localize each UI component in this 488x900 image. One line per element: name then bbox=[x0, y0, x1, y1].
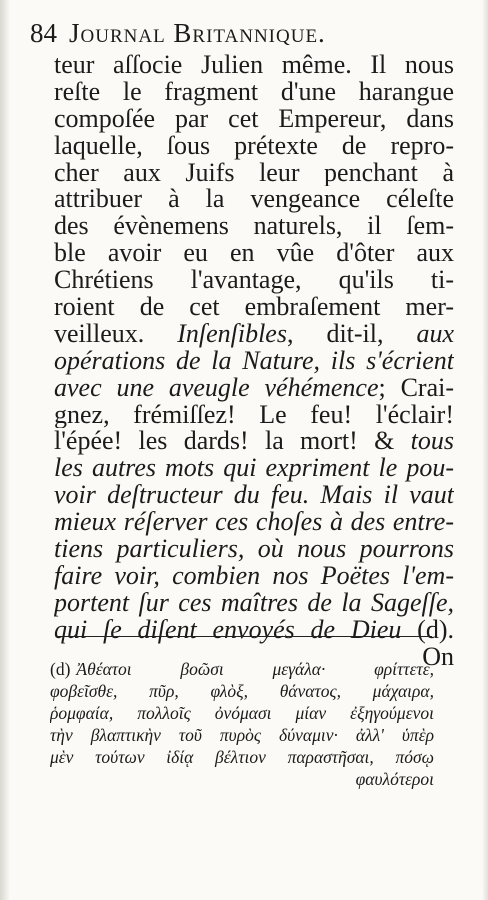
text-line-italic bbox=[54, 617, 454, 644]
text-line: gnez, frémiſſez! Le feu! l'éclair! bbox=[54, 401, 454, 429]
text-line-italic: tiens particuliers, où nous pourrons bbox=[54, 536, 454, 563]
text-line-mixed bbox=[54, 321, 454, 348]
body-text bbox=[54, 52, 454, 670]
text-line: laquelle, ſous prétexte de repro- bbox=[54, 132, 454, 160]
text-roman: , dit-il, bbox=[286, 320, 417, 348]
footnote-reference: (d). bbox=[417, 616, 454, 644]
text-italic: tous bbox=[410, 428, 454, 456]
page-number: 84 bbox=[30, 18, 57, 48]
text-roman: veilleux. bbox=[54, 320, 178, 348]
text-line-italic: les autres mots qui expriment le pou- bbox=[54, 455, 454, 483]
text-line-italic: voir deſtructeur du feu. Mais il vaut bbox=[54, 482, 454, 510]
text-roman: l'épée! les dards! la mort! & bbox=[54, 428, 411, 456]
text-line-italic: mieux réſerver ces choſes à des entre- bbox=[54, 509, 454, 537]
text-line: cher aux Juifs leur penchant à bbox=[54, 159, 454, 187]
text-line-italic: opérations de la Nature, ils s'écrient bbox=[54, 347, 454, 375]
journal-title: Journal Britannique. bbox=[69, 18, 326, 48]
footnote-text: Ἀθέατοι βοῶσι μεγάλα· φρίττετε, bbox=[76, 659, 434, 679]
text-line: roient de cet embraſement mer- bbox=[54, 294, 454, 321]
catchword: On bbox=[422, 643, 454, 671]
text-line: ble avoir eu en vûe d'ôter aux bbox=[54, 240, 454, 268]
text-line: des évènemens naturels, il ſem- bbox=[54, 213, 454, 241]
text-line-italic: faire voir, combien nos Poëtes l'em- bbox=[54, 562, 454, 590]
footnote-line: μὲν τούτων ἰδίᾳ βέλτιον παραστῆσαι, πόσῳ bbox=[50, 747, 434, 767]
running-head bbox=[30, 18, 460, 48]
text-line: compoſée par cet Empereur, dans bbox=[54, 105, 454, 133]
footnote-line: φοβεῖσθε, πῦρ, φλὸξ, θάνατος, μάχαιρα, bbox=[50, 681, 434, 701]
footnote-rule bbox=[58, 636, 432, 637]
footnote-marker: (d) bbox=[50, 659, 71, 679]
footnote bbox=[50, 658, 434, 790]
footnote-line: ῥομφαία, πολλοῖς ὀνόμασι μίαν ἐξηγούμενοι bbox=[50, 703, 434, 723]
text-line: teur aſſocie Julien même. Il nous bbox=[54, 52, 454, 79]
text-italic: avec une aveugle véhémence bbox=[54, 374, 379, 402]
text-italic: aux bbox=[416, 320, 454, 348]
text-line: attribuer à la vengeance céleſte bbox=[54, 186, 454, 214]
text-line: Chrétiens l'avantage, qu'ils ti- bbox=[54, 267, 454, 295]
footnote-line: τὴν βλαπτικὴν τοῦ πυρὸς δύναμιν· ἀλλ' ὑπὲρ bbox=[50, 725, 434, 745]
page-edge-shadow-right bbox=[482, 0, 488, 900]
text-italic: qui ſe diſent envoyés de Dieu bbox=[54, 616, 418, 644]
footnote-line: φαυλότεροι bbox=[355, 769, 434, 789]
text-line-mixed bbox=[54, 375, 454, 402]
text-line-mixed bbox=[54, 428, 454, 455]
footnote-line bbox=[50, 658, 434, 680]
text-italic: Inſenſibles bbox=[177, 320, 287, 348]
text-roman: ; Crai- bbox=[378, 374, 454, 402]
text-line-italic: portent ſur ces maîtres de la Sageſſe, bbox=[54, 589, 454, 617]
page-edge-shadow bbox=[0, 0, 10, 900]
text-line: reſte le fragment d'une harangue bbox=[54, 78, 454, 106]
